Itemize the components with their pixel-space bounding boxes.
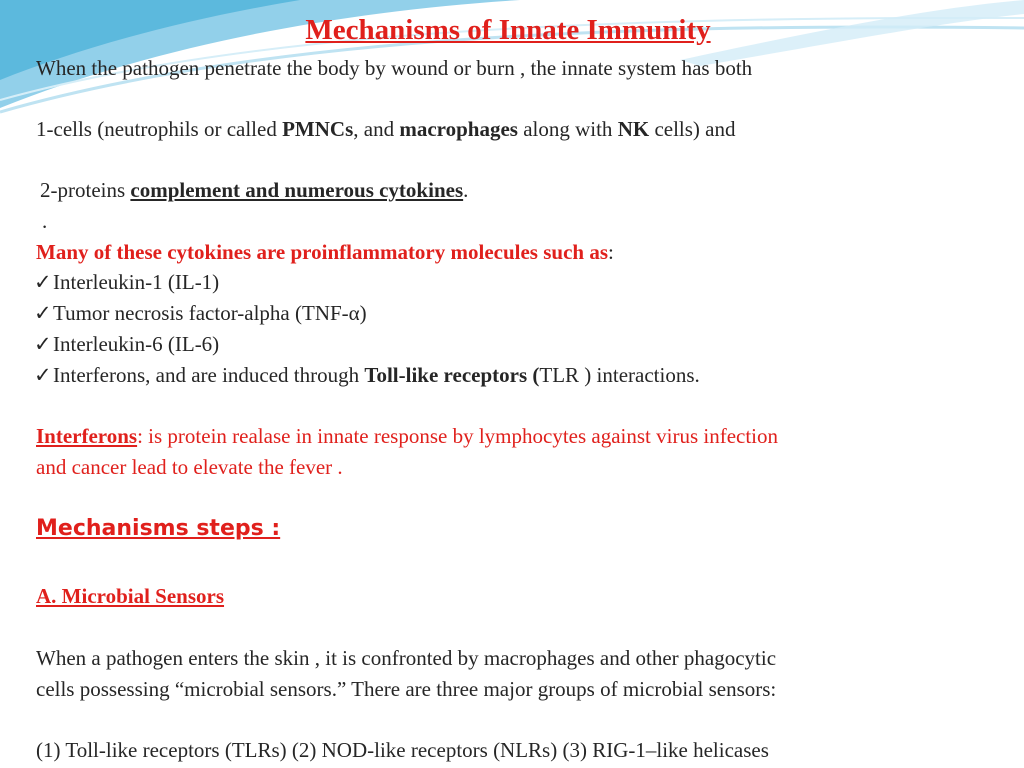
interferons-term: Interferons [36, 424, 138, 448]
list-item: ✓Tumor necrosis factor-alpha (TNF-α) [34, 301, 367, 325]
list-item: ✓Interleukin-1 (IL-1) [34, 270, 220, 294]
page-title: Mechanisms of Innate Immunity [305, 14, 711, 46]
proteins-line: 2-proteins complement and numerous cytokines. [40, 178, 469, 202]
sensors-text-line2: cells possessing “microbial sensors.” There are three major groups of microbial sensors: [36, 677, 777, 701]
sensors-heading: A. Microbial Sensors [36, 584, 225, 608]
checkmark-icon: ✓ [34, 332, 52, 356]
macrophages-term: macrophages [399, 117, 518, 141]
checkmark-icon: ✓ [34, 301, 52, 325]
checkmark-icon: ✓ [34, 270, 52, 294]
proteins-emphasis: complement and numerous cytokines [130, 178, 464, 202]
checkmark-icon: ✓ [34, 363, 52, 387]
cells-line: 1-cells (neutrophils or called PMNCs, and macrophages along with NK cells) and [36, 117, 736, 141]
interferons-definition-cont: and cancer lead to elevate the fever . [36, 455, 343, 479]
tlr-term: Toll-like receptors ( [364, 363, 540, 387]
sensors-text-line1: When a pathogen enters the skin , it is confronted by macrophages and other phagocytic [36, 646, 777, 670]
list-item: ✓Interleukin-6 (IL-6) [34, 332, 220, 356]
dot-line: . [42, 209, 48, 233]
steps-heading: Mechanisms steps : [36, 516, 281, 541]
intro-text: When the pathogen penetrate the body by wound or burn , the innate system has both [36, 56, 753, 80]
pmncs-term: PMNCs [282, 117, 354, 141]
interferons-definition: Interferons: is protein realase in innate response by lymphocytes against virus infection [36, 424, 779, 448]
nk-term: NK [617, 117, 650, 141]
list-item: ✓Interferons, and are induced through Toll-like receptors (TLR ) interactions. [34, 363, 700, 387]
sensor-groups: (1) Toll-like receptors (TLRs) (2) NOD-like receptors (NLRs) (3) RIG-1–like helicases [36, 738, 769, 762]
cytokines-heading: Many of these cytokines are proinflammatory molecules such as: [36, 240, 614, 264]
